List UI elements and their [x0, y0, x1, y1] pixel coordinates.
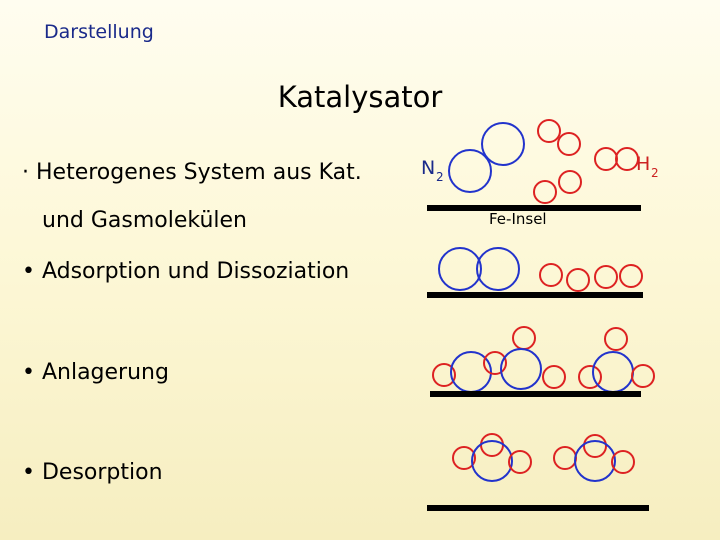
hydrogen-atom: [513, 327, 535, 349]
n2-label: N: [421, 157, 436, 179]
hydrogen-atom: [584, 435, 606, 457]
nitrogen-atom: [575, 441, 615, 481]
stage-adsorption: [427, 248, 643, 295]
h2-label: H: [636, 153, 651, 175]
nitrogen-atom: [472, 441, 512, 481]
hydrogen-atom: [605, 328, 627, 350]
bullet-heterogeneous-system-cont: und Gasmolekülen: [42, 208, 247, 233]
h2-label-subscript: 2: [651, 166, 659, 180]
n2-label-subscript: 2: [436, 170, 444, 184]
nitrogen-atom: [449, 150, 491, 192]
hydrogen-atom: [540, 264, 562, 286]
hydrogen-atom: [554, 447, 576, 469]
hydrogen-atom: [620, 265, 642, 287]
hydrogen-atom: [595, 266, 617, 288]
hydrogen-atom: [534, 181, 556, 203]
bullet-adsorption: • Adsorption und Dissoziation: [22, 259, 350, 284]
bullet-anlagerung: • Anlagerung: [22, 360, 169, 385]
nitrogen-atom: [439, 248, 481, 290]
hydrogen-atom: [632, 365, 654, 387]
hydrogen-atom: [595, 148, 617, 170]
stage-gas-phase: [421, 120, 659, 228]
hydrogen-atom: [559, 171, 581, 193]
stage-desorption: [427, 434, 649, 508]
hydrogen-atom: [616, 148, 638, 170]
nitrogen-atom: [477, 248, 519, 290]
stage-anlagerung: [430, 327, 654, 394]
hydrogen-atom: [538, 120, 560, 142]
hydrogen-atom: [558, 133, 580, 155]
hydrogen-atom: [567, 269, 589, 291]
bullet-desorption: • Desorption: [22, 460, 163, 485]
hydrogen-atom: [481, 434, 503, 456]
nitrogen-atom: [501, 349, 541, 389]
fe-island-label: Fe-Insel: [489, 210, 547, 228]
header-label: Darstellung: [44, 21, 154, 43]
slide-title: Katalysator: [277, 80, 443, 114]
bullet-heterogeneous-system: · Heterogenes System aus Kat.: [22, 160, 362, 185]
hydrogen-atom: [543, 366, 565, 388]
nitrogen-atom: [482, 123, 524, 165]
